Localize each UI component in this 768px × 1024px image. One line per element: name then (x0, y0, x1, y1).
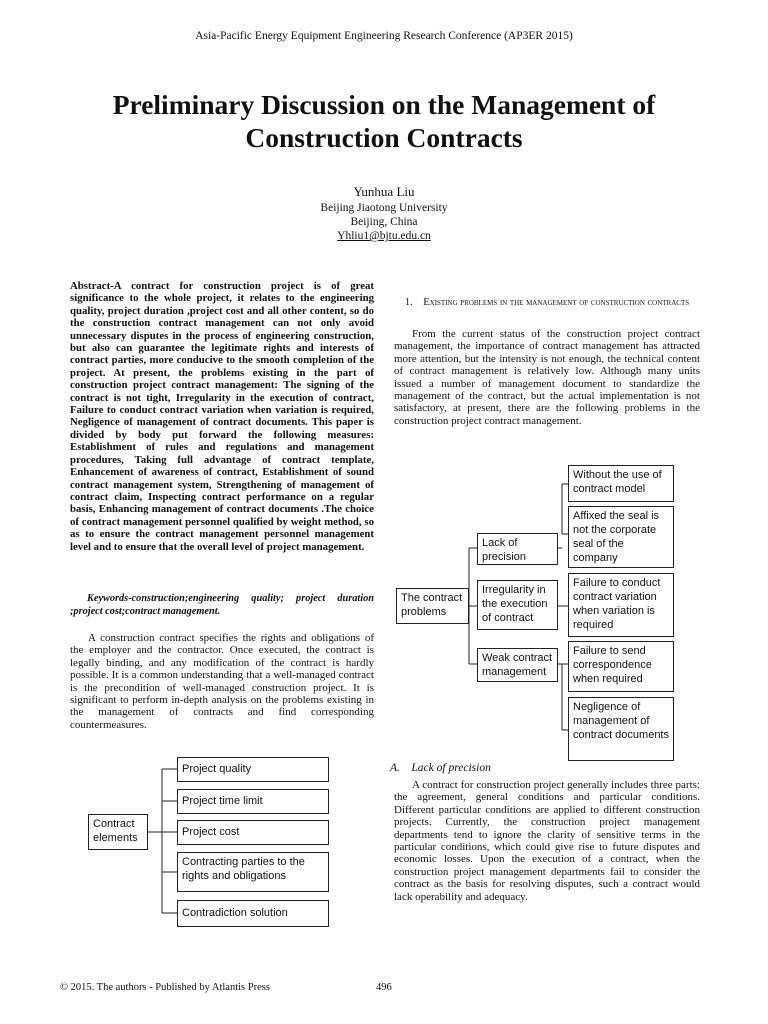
problems-root: The contract problems (396, 588, 469, 624)
leaf-affixed-seal: Affixed the seal is not the corporate seal of the company (568, 506, 674, 568)
subsection-a-paragraph: A contract for construction project generally includes three parts: the agreement, general conditions and particular conditions. Different particular conditions are applied to different construction projects. Currently, the construction project management departments tend to ignore the clarity of sensitive terms in the particular conditions, which could give rise to future disputes and economic losses. Upon the execution of a contract, when the construction project management departments fail to consider the contract as the basis for resolving disputes, such a contract would lack operability and adequacy. (394, 779, 700, 903)
section-1-number: 1. (404, 297, 413, 308)
author-email[interactable] (0, 230, 768, 242)
copyright-footer: © 2015. The authors - Published by Atlantis Press (60, 982, 270, 993)
leaf-failure-correspondence: Failure to send correspondence when required (568, 641, 674, 692)
intro-paragraph: A construction contract specifies the rights and obligations of the employer and the contractor. Once executed, the contract is legally binding, and any modification of the contract is hardly possible. It is a common understanding that a well-managed contract is the precondition of well-managed construction project. It is significant to perform in-depth analysis on the problems existing in the management of contracts and find corresponding countermeasures. (70, 632, 374, 731)
page-number: 496 (376, 982, 392, 993)
element-project-quality: Project quality (177, 757, 329, 782)
problem-weak-management: Weak contract management (477, 648, 558, 682)
element-contradiction-solution: Contradiction solution (177, 900, 329, 927)
element-contracting-parties: Contracting parties to the rights and obligations (177, 852, 329, 892)
paper-title: Preliminary Discussion on the Management of Construction Contracts (112, 89, 656, 153)
leaf-negligence-documents: Negligence of management of contract documents (568, 697, 674, 761)
section-1-paragraph: From the current status of the construction project contract management, the importance of contract management has attracted more attention, but the intensity is not enough, the technical content of contract management is relatively low. Although many units issued a number of management document to standardize the management of the contract, but the actual implementation is not satisfactory, at present, there are the following problems in the construction project contract management. (394, 328, 700, 427)
author-name: Yunhua Liu (353, 184, 415, 199)
section-1-title: Existing problems in the management of construction contracts (423, 297, 690, 308)
author-affiliation: Beijing Jiaotong University (320, 202, 448, 214)
author-location: Beijing, China (350, 216, 418, 228)
abstract: Abstract-A contract for construction project is of great significance to the whole project, it relates to the engineering quality, project duration ,project cost and all other content, so do the construction contract management can not only avoid unnecessary disputes in the process of engineering construction, but also can guarantee the legitimate rights and interests of contract parties, more conducive to the smooth completion of the project. At present, the problems existing in the part of construction project contract management: The signing of the contract is not tight, Irregularity in the execution of contract, Failure to conduct contract variation when variation is required, Negligence of management of contract documents. This paper is divided by body put forward the following measures: Establishment of rules and regulations and management procedures, Taking full advantage of contract template, Enhancement of awareness of contract, Establishment of sound contract management system, Strengthening of management of contract claim, Inspecting contract performance on a regular basis, Enhancing management of contract documents .The choice of contract management personnel qualified by weight method, so as to ensure the contract management personnel management level and to ensure that the overall level of project management. (70, 280, 374, 553)
keywords: Keywords-construction;engineering quality; project duration ;project cost;contract management. (70, 593, 374, 617)
section-1-heading (394, 297, 700, 309)
element-project-cost: Project cost (177, 820, 329, 845)
leaf-failure-variation: Failure to conduct contract variation when variation is required (568, 573, 674, 637)
element-project-time-limit: Project time limit (177, 789, 329, 814)
subsection-a-heading (390, 762, 491, 774)
conference-header: Asia-Pacific Energy Equipment Engineering Research Conference (AP3ER 2015) (195, 30, 573, 42)
subsection-a-label: A. (390, 762, 400, 774)
problem-lack-of-precision: Lack of precision (477, 533, 558, 565)
problem-irregularity: Irregularity in the execution of contract (477, 580, 558, 630)
leaf-without-contract-model: Without the use of contract model (568, 465, 674, 502)
subsection-a-title: Lack of precision (411, 762, 491, 774)
contract-elements-root: Contract elements (88, 814, 148, 850)
email-link[interactable]: Yhliu1@bjtu.edu.cn (337, 230, 431, 242)
